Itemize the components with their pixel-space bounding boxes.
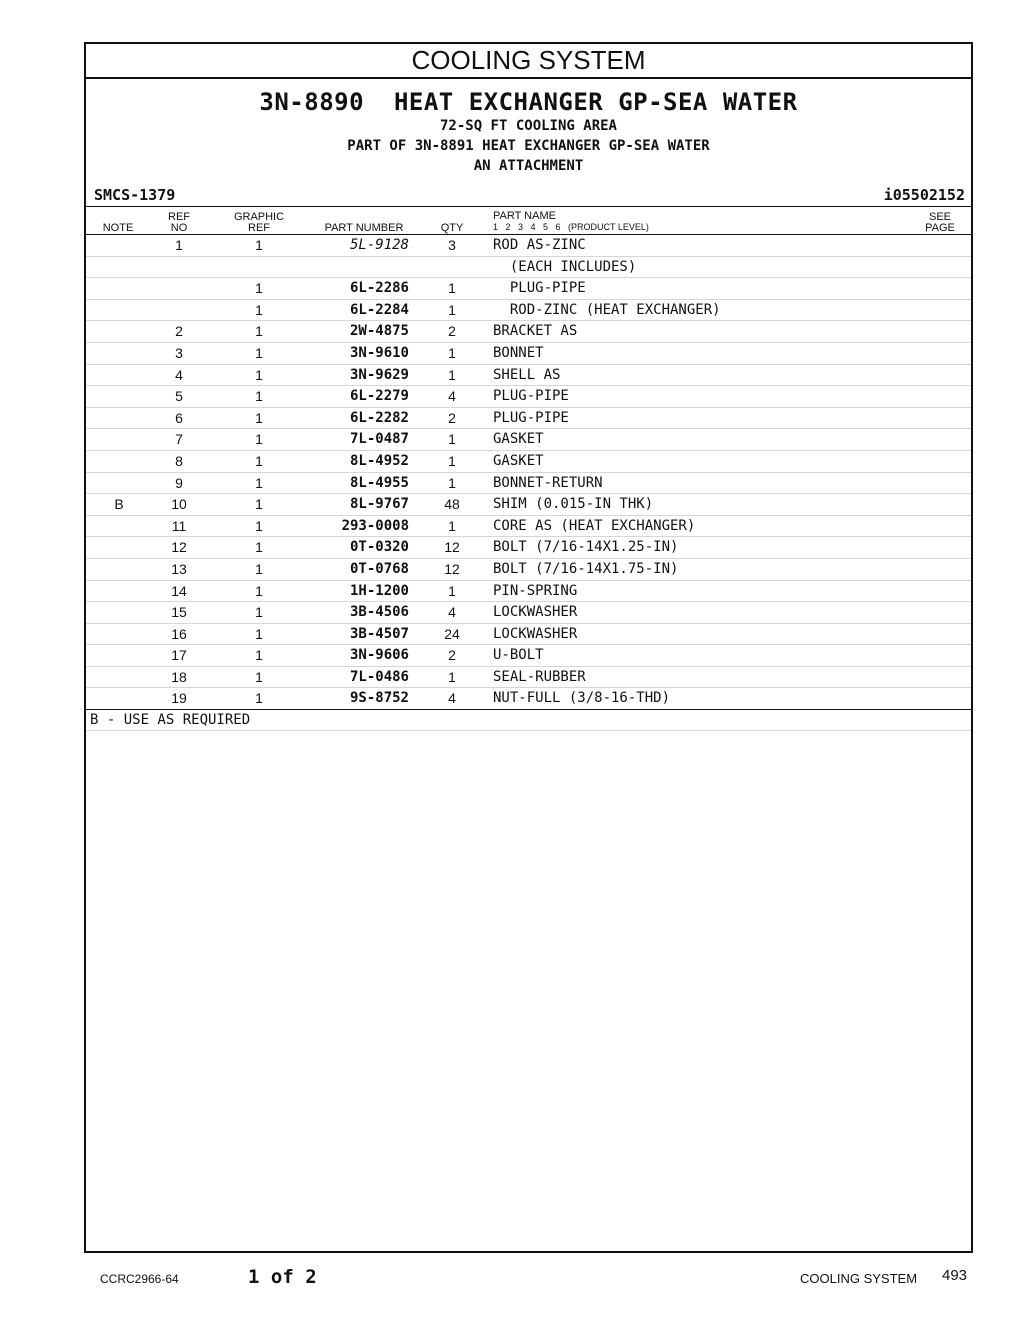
row-part-number: 3N-9606 <box>349 647 409 664</box>
row-ref-no: 13 <box>171 560 187 577</box>
row-ref-no: 17 <box>171 647 187 664</box>
row-part-name: U-BOLT <box>493 647 544 664</box>
row-part-name: SHELL AS <box>493 366 561 383</box>
row-ref-no: 12 <box>171 539 187 556</box>
row-part-number: 5L-9128 <box>349 237 409 253</box>
footer-page-of: 1 of 2 <box>248 1266 317 1288</box>
subtitle-part-of: PART OF 3N-8891 HEAT EXCHANGER GP-SEA WATER <box>347 138 710 154</box>
row-part-number: 6L-2284 <box>349 301 409 318</box>
col-product-level: 1 2 3 4 5 6 (PRODUCT LEVEL) <box>493 222 649 232</box>
row-graphic-ref: 1 <box>255 344 263 361</box>
table-row <box>86 558 971 580</box>
row-part-name: LOCKWASHER <box>493 604 578 621</box>
row-qty: 1 <box>448 452 456 469</box>
row-qty: 12 <box>444 539 460 556</box>
row-graphic-ref: 1 <box>255 323 263 340</box>
row-ref-no: 18 <box>171 668 187 685</box>
row-qty: 4 <box>448 604 456 621</box>
row-graphic-ref: 1 <box>255 690 263 707</box>
row-ref-no: 9 <box>175 474 183 491</box>
table-row <box>86 644 971 666</box>
page-title: 3N-8890 HEAT EXCHANGER GP-SEA WATER <box>259 88 798 116</box>
table-row <box>86 277 971 299</box>
row-qty: 1 <box>448 474 456 491</box>
row-ref-no: 16 <box>171 625 187 642</box>
row-part-number: 0T-0320 <box>349 539 409 556</box>
footer-doc-code: CCRC2966-64 <box>100 1272 179 1286</box>
col-note: NOTE <box>102 222 134 234</box>
table-row <box>86 472 971 494</box>
table-row <box>86 601 971 623</box>
row-part-name: BOLT (7/16-14X1.25-IN) <box>493 539 679 556</box>
table-row <box>86 342 971 364</box>
row-ref-no: 19 <box>171 690 187 707</box>
row-part-number: 3N-9629 <box>349 366 409 383</box>
row-part-number: 7L-0486 <box>349 668 409 685</box>
table-row <box>86 299 971 321</box>
table-row <box>86 364 971 386</box>
row-qty: 24 <box>444 625 460 642</box>
table-row <box>86 623 971 645</box>
table-row <box>86 450 971 472</box>
col-graphic-ref-line1: GRAPHIC <box>233 211 285 223</box>
footer-page-number: 493 <box>942 1267 968 1284</box>
row-ref-no: 5 <box>175 388 183 405</box>
row-graphic-ref: 1 <box>255 452 263 469</box>
row-part-number: 8L-9767 <box>349 496 409 513</box>
row-part-number: 6L-2286 <box>349 280 409 297</box>
col-ref-no <box>164 212 194 234</box>
header-divider <box>86 206 971 207</box>
illustration-id: i05502152 <box>883 186 965 204</box>
row-graphic-ref: 1 <box>255 517 263 534</box>
row-part-name: PIN-SPRING <box>493 582 578 599</box>
row-part-name: NUT-FULL (3/8-16-THD) <box>493 690 671 707</box>
col-ref-no-line2: NO <box>170 222 188 234</box>
row-part-number: 7L-0487 <box>349 431 409 448</box>
col-qty: QTY <box>440 222 464 234</box>
row-graphic-ref: 1 <box>255 582 263 599</box>
footnote-row <box>86 709 971 731</box>
row-ref-no: 7 <box>175 431 183 448</box>
row-ref-no: 15 <box>171 604 187 621</box>
row-graphic-ref: 1 <box>255 647 263 664</box>
row-part-name: CORE AS (HEAT EXCHANGER) <box>493 517 696 534</box>
row-graphic-ref: 1 <box>255 604 263 621</box>
row-part-number: 9S-8752 <box>349 690 409 707</box>
row-ref-no: 4 <box>175 366 183 383</box>
row-qty: 3 <box>448 237 456 253</box>
row-qty: 1 <box>448 668 456 685</box>
col-graphic-ref-line2: REF <box>248 222 270 234</box>
col-ref-no-line1: REF <box>168 211 190 223</box>
table-row <box>86 687 971 709</box>
row-part-name: LOCKWASHER <box>493 625 578 642</box>
table-row <box>86 428 971 450</box>
row-part-number: 8L-4955 <box>349 474 409 491</box>
col-see-page-line1: SEE <box>928 211 951 223</box>
row-part-name: BONNET-RETURN <box>493 474 603 491</box>
page-frame <box>84 42 973 1253</box>
row-graphic-ref: 1 <box>255 366 263 383</box>
row-graphic-ref: 1 <box>255 280 263 297</box>
row-ref-no: 10 <box>171 496 187 513</box>
table-row <box>86 407 971 429</box>
row-ref-no: 1 <box>175 237 183 253</box>
table-row <box>86 234 971 256</box>
row-ref-no: 8 <box>175 452 183 469</box>
row-part-name: BONNET <box>493 344 544 361</box>
row-graphic-ref: 1 <box>255 625 263 642</box>
row-graphic-ref: 1 <box>255 539 263 556</box>
footer-section: COOLING SYSTEM <box>800 1271 918 1286</box>
row-part-name: SEAL-RUBBER <box>493 668 586 685</box>
table-row <box>86 320 971 342</box>
row-ref-no: 11 <box>171 517 187 534</box>
row-part-name: GASKET <box>493 452 544 469</box>
col-see-page <box>918 212 962 234</box>
row-qty: 12 <box>444 560 460 577</box>
row-part-number: 2W-4875 <box>349 323 409 340</box>
row-part-number: 3B-4507 <box>349 625 409 642</box>
row-graphic-ref: 1 <box>255 496 263 513</box>
table-row <box>86 256 971 278</box>
row-ref-no: 2 <box>175 323 183 340</box>
row-graphic-ref: 1 <box>255 668 263 685</box>
row-qty: 1 <box>448 344 456 361</box>
section-title: COOLING SYSTEM <box>86 44 971 79</box>
row-note: B <box>114 496 124 513</box>
col-part-number: PART NUMBER <box>324 222 404 234</box>
row-graphic-ref: 1 <box>255 409 263 426</box>
footnote: B - USE AS REQUIRED <box>90 712 251 729</box>
col-see-page-line2: PAGE <box>925 222 955 234</box>
row-part-number: 3B-4506 <box>349 604 409 621</box>
row-part-number: 1H-1200 <box>349 582 409 599</box>
row-graphic-ref: 1 <box>255 474 263 491</box>
row-graphic-ref: 1 <box>255 301 263 318</box>
row-qty: 4 <box>448 690 456 707</box>
row-part-name: PLUG-PIPE <box>493 388 569 405</box>
row-graphic-ref: 1 <box>255 237 263 253</box>
row-graphic-ref: 1 <box>255 560 263 577</box>
subtitle-area: 72-SQ FT COOLING AREA <box>439 118 617 134</box>
row-part-number: 6L-2282 <box>349 409 409 426</box>
row-qty: 1 <box>448 582 456 599</box>
row-part-name: (EACH INCLUDES) <box>493 258 637 275</box>
subtitle-attachment: AN ATTACHMENT <box>473 158 584 174</box>
row-qty: 2 <box>448 409 456 426</box>
smcs-code: SMCS-1379 <box>94 186 176 204</box>
row-part-name: GASKET <box>493 431 544 448</box>
row-qty: 48 <box>444 496 460 513</box>
table-row <box>86 580 971 602</box>
row-part-name: ROD-ZINC (HEAT EXCHANGER) <box>493 301 721 318</box>
row-qty: 1 <box>448 366 456 383</box>
row-qty: 1 <box>448 431 456 448</box>
row-part-number: 293-0008 <box>341 517 409 534</box>
parts-table <box>86 234 971 731</box>
row-graphic-ref: 1 <box>255 388 263 405</box>
row-qty: 2 <box>448 647 456 664</box>
row-part-number: 8L-4952 <box>349 452 409 469</box>
row-ref-no: 6 <box>175 409 183 426</box>
col-graphic-ref <box>229 212 289 234</box>
row-part-number: 3N-9610 <box>349 344 409 361</box>
row-part-number: 6L-2279 <box>349 388 409 405</box>
row-part-name: SHIM (0.015-IN THK) <box>493 496 654 513</box>
row-graphic-ref: 1 <box>255 431 263 448</box>
row-part-name: ROD AS-ZINC <box>493 237 586 253</box>
row-part-name: PLUG-PIPE <box>493 280 586 297</box>
row-part-number: 0T-0768 <box>349 560 409 577</box>
row-qty: 2 <box>448 323 456 340</box>
row-ref-no: 14 <box>171 582 187 599</box>
row-part-name: BOLT (7/16-14X1.75-IN) <box>493 560 679 577</box>
col-part-name: PART NAME <box>493 210 556 222</box>
row-qty: 4 <box>448 388 456 405</box>
row-ref-no: 3 <box>175 344 183 361</box>
row-part-name: PLUG-PIPE <box>493 409 569 426</box>
table-row <box>86 385 971 407</box>
row-part-name: BRACKET AS <box>493 323 578 340</box>
table-row <box>86 493 971 515</box>
table-row <box>86 666 971 688</box>
table-row <box>86 536 971 558</box>
row-qty: 1 <box>448 301 456 318</box>
row-qty: 1 <box>448 280 456 297</box>
row-qty: 1 <box>448 517 456 534</box>
table-row <box>86 515 971 537</box>
